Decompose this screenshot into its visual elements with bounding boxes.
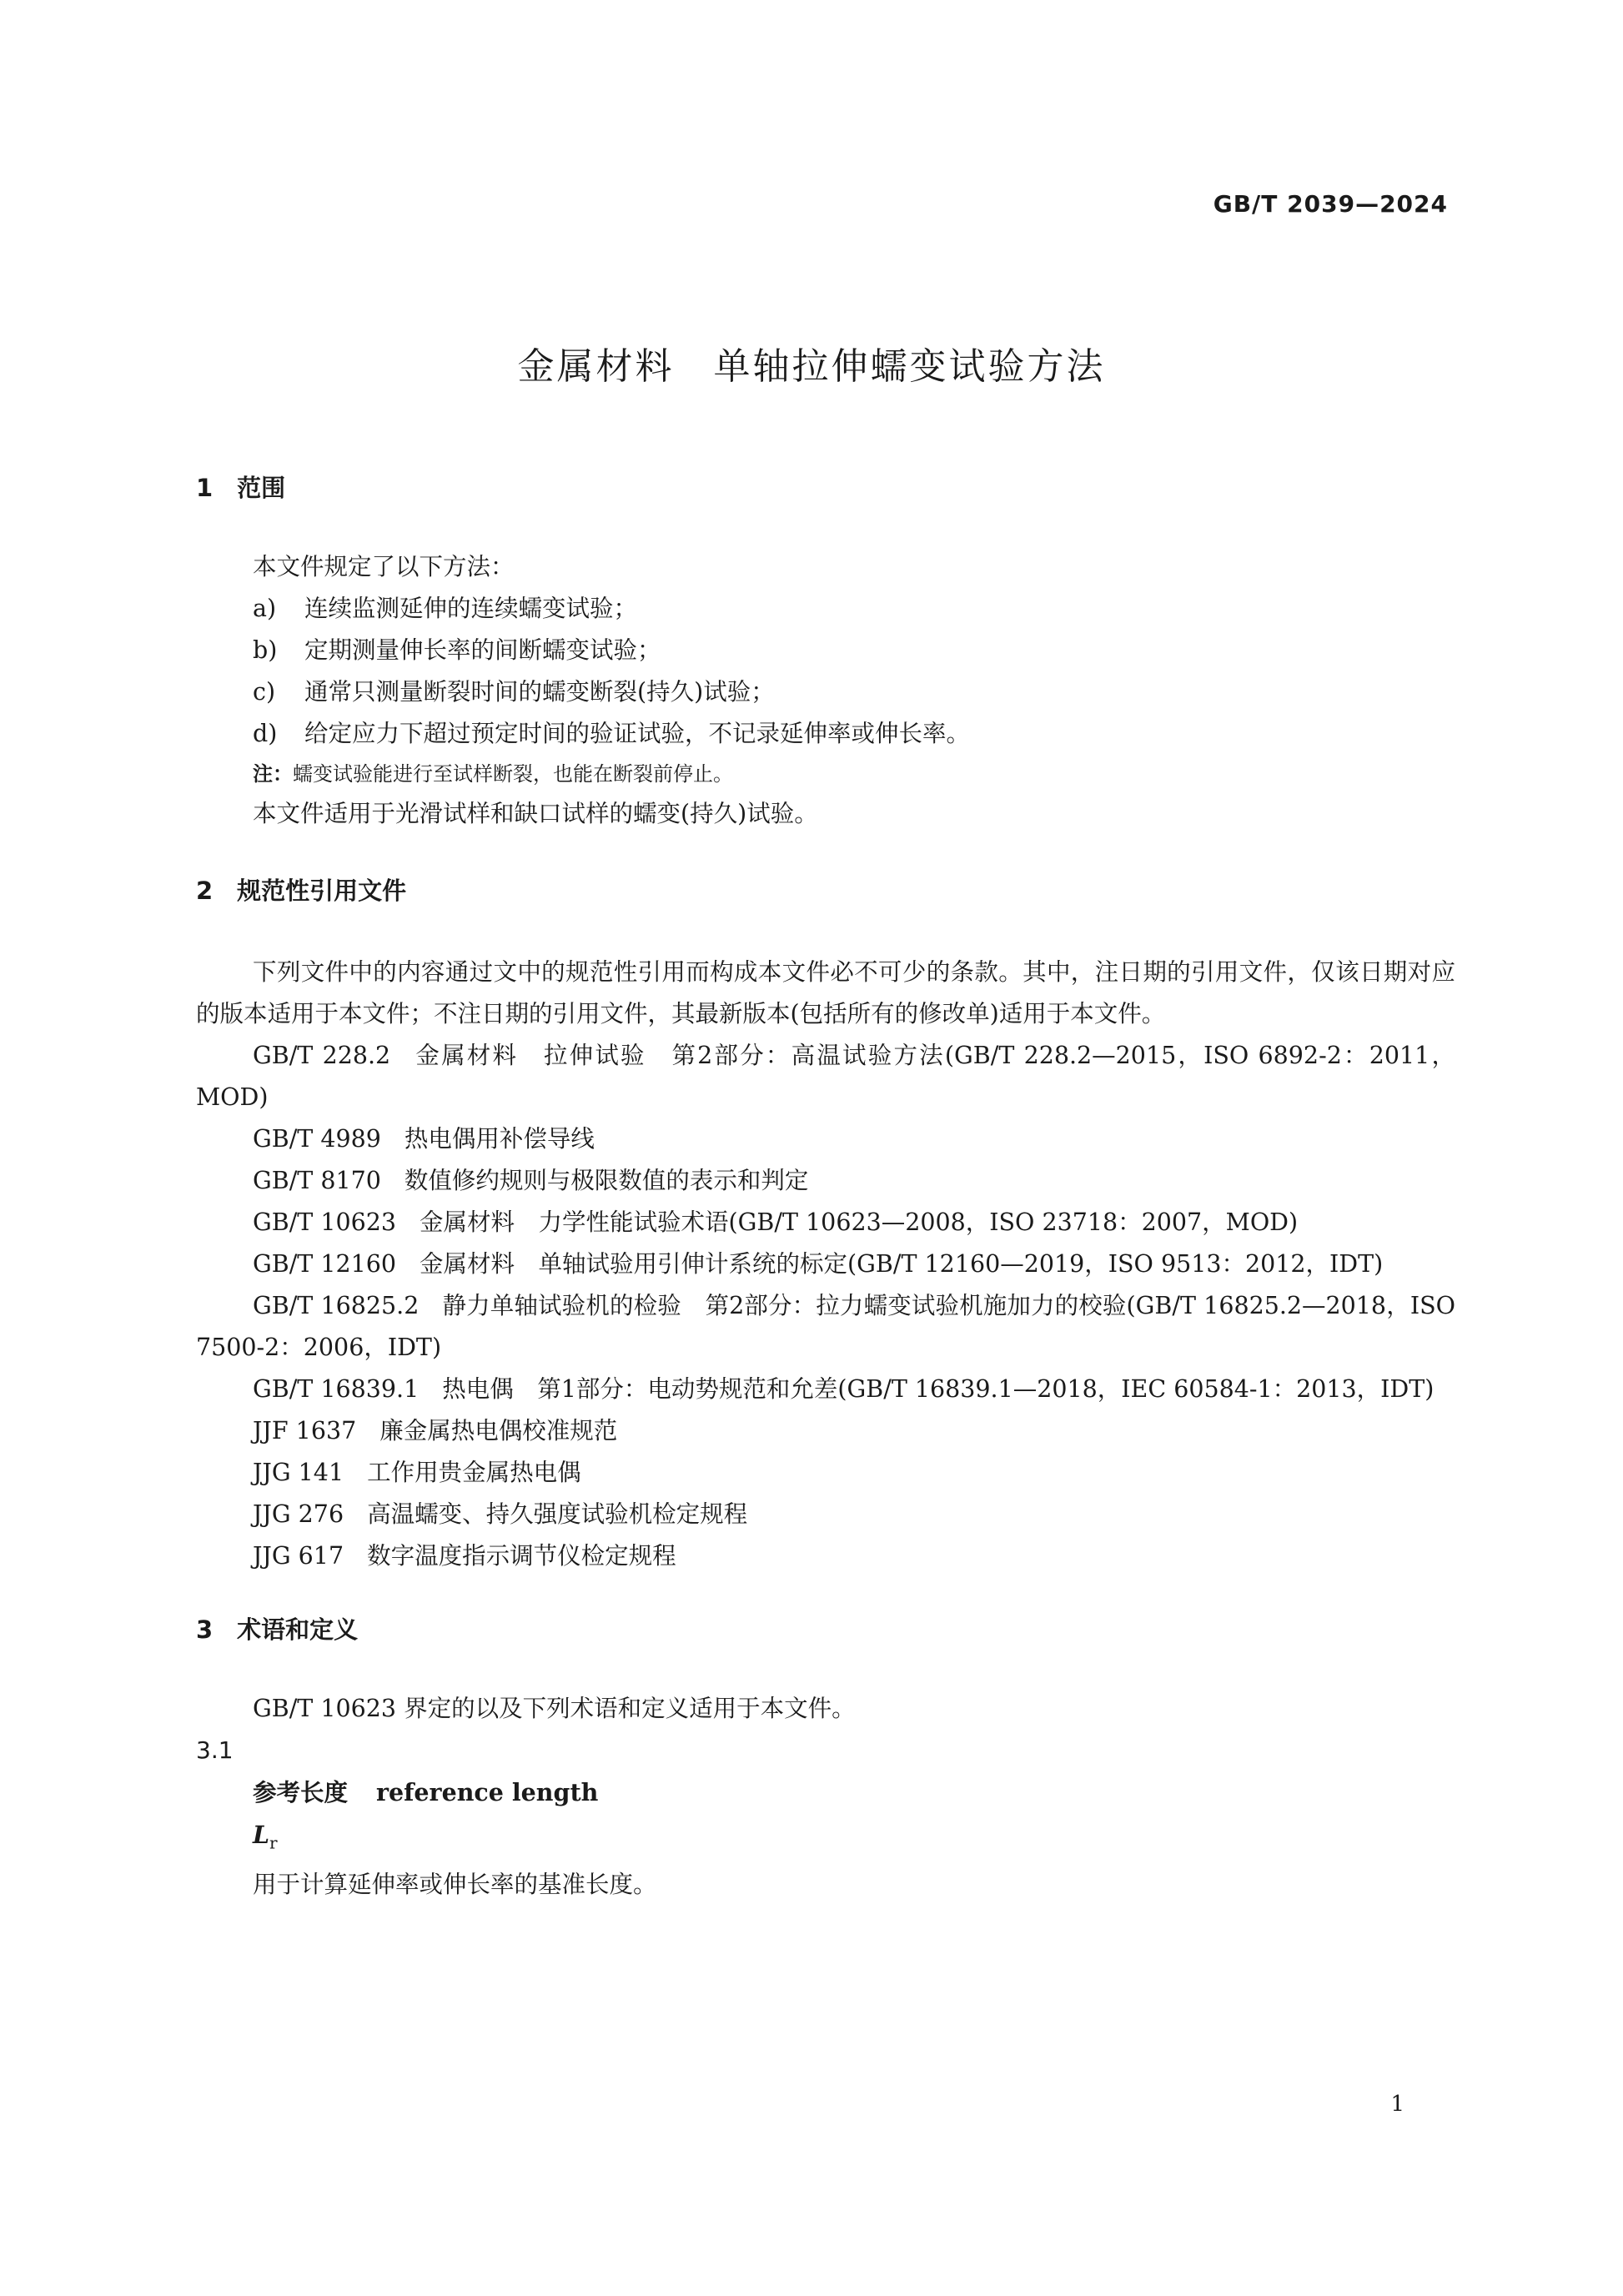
term-entry — [196, 1771, 1455, 1814]
list-item — [196, 713, 1455, 755]
page-number: 1 — [1390, 2092, 1404, 2117]
term-definition: 用于计算延伸率或伸长率的基准长度。 — [253, 1870, 657, 1898]
reference-code: GB/T 4989 — [253, 1125, 381, 1153]
reference-item — [196, 1369, 1455, 1410]
reference-title: 金属材料 拉伸试验 第2部分：高温试验方法(GB/T 228.2—2015，ISO 6892-2：2011，MOD) — [196, 1042, 1455, 1111]
term-number: 3.1 — [196, 1736, 234, 1764]
list-marker: b) — [253, 636, 278, 664]
reference-title: 廉金属热电偶校准规范 — [379, 1417, 618, 1444]
term-name-zh: 参考长度 — [253, 1779, 349, 1806]
reference-code: GB/T 10623 — [253, 1208, 397, 1236]
reference-title: 工作用贵金属热电偶 — [367, 1459, 581, 1486]
note-text: 蠕变试验能进行至试样断裂，也能在断裂前停止。 — [293, 762, 733, 786]
reference-code: GB/T 16839.1 — [253, 1375, 420, 1403]
reference-title: 热电偶用补偿导线 — [404, 1125, 595, 1153]
references-intro: 下列文件中的内容通过文中的规范性引用而构成本文件必不可少的条款。其中，注日期的引用文件，仅该日期对应的版本适用于本文件；不注日期的引用文件，其最新版本(包括所有的修改单)适用于本文件。 — [196, 958, 1455, 1027]
reference-code: GB/T 8170 — [253, 1167, 381, 1194]
reference-item — [196, 1285, 1455, 1369]
reference-code: GB/T 16825.2 — [253, 1292, 420, 1319]
reference-code: JJG 617 — [253, 1542, 344, 1570]
term-symbol-main: L — [253, 1821, 270, 1849]
reference-code: GB/T 228.2 — [253, 1042, 391, 1069]
reference-code: JJG 276 — [253, 1500, 344, 1528]
scope-intro: 本文件规定了以下方法： — [253, 553, 515, 580]
reference-item — [196, 1452, 1455, 1494]
reference-code: JJF 1637 — [253, 1417, 357, 1444]
term-name-en: reference length — [376, 1778, 599, 1806]
list-item-text: 给定应力下超过预定时间的验证试验，不记录延伸率或伸长率。 — [304, 720, 971, 747]
list-item-text: 通常只测量断裂时间的蠕变断裂(持久)试验； — [304, 678, 775, 706]
reference-item — [196, 1202, 1455, 1243]
reference-title: 金属材料 单轴试验用引伸计系统的标定(GB/T 12160—2019，ISO 9513：2012，IDT) — [420, 1250, 1384, 1278]
reference-item — [196, 1118, 1455, 1160]
list-item-text: 连续监测延伸的连续蠕变试验； — [304, 595, 638, 622]
list-item — [196, 588, 1455, 630]
note-label: 注： — [253, 762, 293, 786]
list-item — [196, 630, 1455, 671]
reference-title: 高温蠕变、持久强度试验机检定规程 — [367, 1500, 748, 1528]
reference-item — [196, 1410, 1455, 1452]
document-title: 金属材料 单轴拉伸蠕变试验方法 — [517, 345, 1106, 388]
section-1-heading: 1 范围 — [196, 474, 286, 502]
reference-title: 静力单轴试验机的检验 第2部分：拉力蠕变试验机施加力的校验(GB/T 16825.2—2018，ISO 7500-2：2006，IDT) — [196, 1292, 1455, 1361]
term-symbol-subscript: r — [269, 1832, 278, 1853]
reference-code: JJG 141 — [253, 1459, 344, 1486]
term-symbol — [196, 1814, 1455, 1864]
reference-title: 数字温度指示调节仪检定规程 — [367, 1542, 676, 1570]
reference-item — [196, 1160, 1455, 1202]
list-item — [196, 671, 1455, 713]
reference-title: 热电偶 第1部分：电动势规范和允差(GB/T 16839.1—2018，IEC 60584-1：2013，IDT) — [442, 1375, 1435, 1403]
list-marker: c) — [253, 678, 276, 706]
reference-item — [196, 1494, 1455, 1535]
section-2-heading: 2 规范性引用文件 — [196, 877, 407, 905]
reference-title: 数值修约规则与极限数值的表示和判定 — [404, 1167, 809, 1194]
reference-title: 金属材料 力学性能试验术语(GB/T 10623—2008，ISO 23718：2007，MOD) — [420, 1208, 1299, 1236]
note — [196, 755, 1455, 793]
section-3-heading: 3 术语和定义 — [196, 1615, 359, 1644]
reference-item — [196, 1035, 1455, 1118]
reference-item — [196, 1535, 1455, 1577]
list-marker: a) — [253, 595, 277, 622]
list-item-text: 定期测量伸长率的间断蠕变试验； — [304, 636, 661, 664]
scope-applicability: 本文件适用于光滑试样和缺口试样的蠕变(持久)试验。 — [253, 800, 818, 827]
list-marker: d) — [253, 720, 278, 747]
standard-code: GB/T 2039—2024 — [1213, 190, 1448, 218]
document-body — [196, 467, 1455, 1906]
reference-code: GB/T 12160 — [253, 1250, 397, 1278]
reference-item — [196, 1243, 1455, 1285]
terms-intro: GB/T 10623 界定的以及下列术语和定义适用于本文件。 — [253, 1695, 856, 1722]
